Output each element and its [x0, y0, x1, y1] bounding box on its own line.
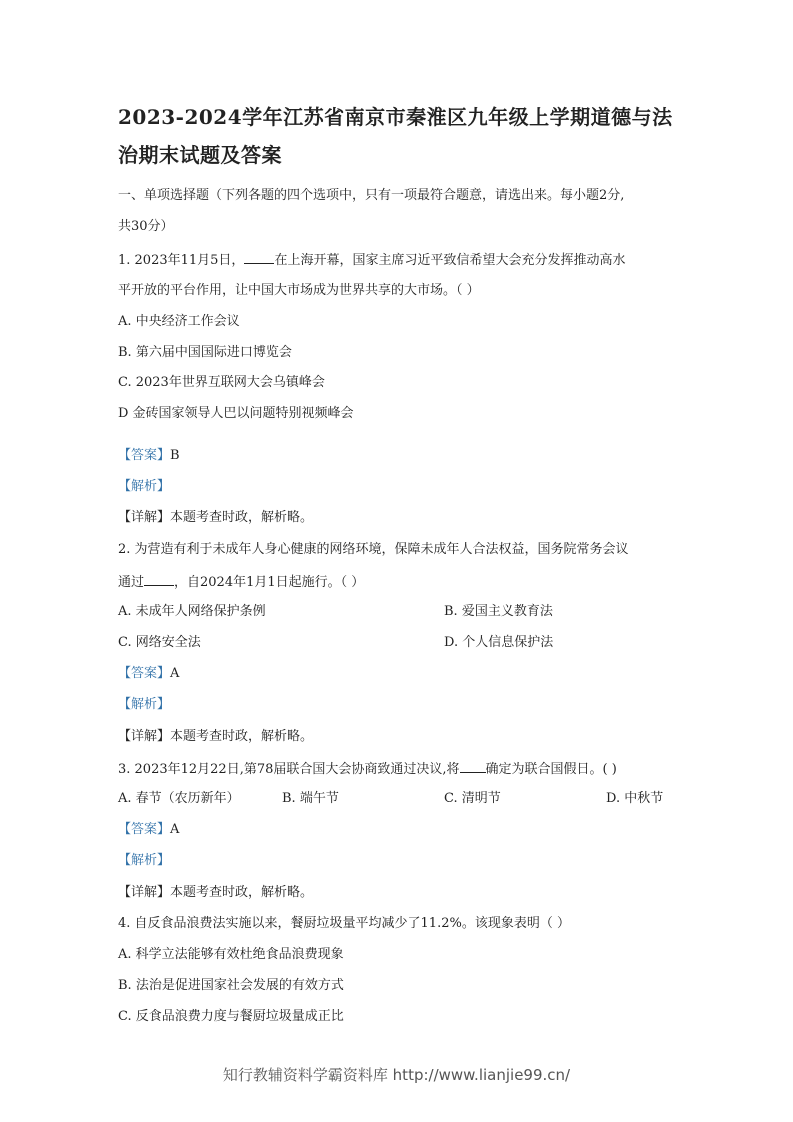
q2-stem-part-a: 通过: [118, 575, 145, 590]
q4-option-b: B. 法治是促进国家社会发展的有效方式: [118, 978, 344, 993]
q1-option-c: C. 2023年世界互联网大会乌镇峰会: [118, 375, 325, 390]
q2-answer: [118, 666, 179, 682]
q2-blank: [144, 573, 174, 586]
q2-answer-value: A: [170, 666, 180, 681]
document-title: 2023-2024学年江苏省南京市秦淮区九年级上学期道德与法治期末试题及答案: [118, 105, 673, 167]
q3-detail-text: 本题考查时政，解析略。: [170, 885, 314, 900]
q1-option-d: D 金砖国家领导人巴以问题特别视频峰会: [118, 406, 354, 421]
q3-answer: [118, 822, 179, 838]
q1-stem-line1: [118, 251, 625, 269]
q3-answer-tag: 【答案】: [118, 822, 171, 837]
q1-stem-line2: 平开放的平台作用，让中国大市场成为世界共享的大市场。（ ）: [118, 283, 480, 298]
q1-answer-value: B: [170, 448, 180, 463]
q2-analysis-tag: 【解析】: [118, 697, 171, 712]
q4-stem: 4. 自反食品浪费法实施以来，餐厨垃圾量平均减少了11.2%。该现象表明（ ）: [118, 916, 570, 931]
q1-detail: [118, 510, 313, 526]
q1-answer: [118, 448, 180, 464]
q3-stem-part-b: 确定为联合国假日。( ): [485, 762, 617, 777]
q2-detail: [118, 729, 313, 745]
q2-answer-tag: 【答案】: [118, 666, 171, 681]
q1-analysis-tag: 【解析】: [118, 479, 171, 494]
q3-option-a: A. 春节（农历新年）: [118, 791, 240, 806]
q3-stem: [118, 760, 617, 778]
q2-stem-line2: [118, 573, 364, 591]
q1-option-b: B. 第六届中国国际进口博览会: [118, 345, 292, 360]
q1-blank: [244, 251, 274, 264]
q3-option-b: B. 端午节: [282, 791, 339, 806]
q3-blank: [460, 760, 486, 773]
q3-option-d: D. 中秋节: [606, 791, 664, 806]
q2-detail-tag: 【详解】: [118, 729, 171, 744]
q2-stem-line1: 2. 为营造有利于未成年人身心健康的网络环境，保障未成年人合法权益，国务院常务会议: [118, 542, 629, 557]
page-footer-watermark: 知行教辅资料学霸资料库 http://www.lianjie99.cn/: [222, 1066, 571, 1084]
q3-option-c: C. 清明节: [444, 791, 501, 806]
q3-detail: [118, 885, 313, 901]
q1-option-a: A. 中央经济工作会议: [118, 314, 240, 329]
q2-option-d: D. 个人信息保护法: [444, 635, 554, 650]
q2-option-c: C. 网络安全法: [118, 635, 201, 650]
q2-detail-text: 本题考查时政，解析略。: [170, 729, 314, 744]
section-heading-line1: 一、单项选择题（下列各题的四个选项中，只有一项最符合题意，请选出来。每小题2分,: [118, 188, 625, 203]
q2-stem-part-b: ，自2024年1月1日起施行。（ ）: [174, 575, 365, 590]
q1-stem-part-b: 在上海开幕，国家主席习近平致信希望大会充分发挥推动高水: [274, 253, 626, 268]
q3-analysis-tag: 【解析】: [118, 853, 171, 868]
q1-stem-part-a: 1. 2023年11月5日，: [118, 253, 245, 268]
q2-option-b: B. 爱国主义教育法: [444, 604, 553, 619]
q1-detail-tag: 【详解】: [118, 510, 171, 525]
q3-answer-value: A: [170, 822, 180, 837]
section-heading-line2: 共30分）: [118, 219, 174, 234]
q4-option-a: A. 科学立法能够有效杜绝食品浪费现象: [118, 947, 344, 962]
q4-option-c: C. 反食品浪费力度与餐厨垃圾量成正比: [118, 1009, 344, 1024]
q1-detail-text: 本题考查时政，解析略。: [170, 510, 314, 525]
q3-stem-part-a: 3. 2023年12月22日,第78届联合国大会协商致通过决议,将: [118, 762, 460, 777]
q1-answer-tag: 【答案】: [118, 448, 171, 463]
q2-option-a: A. 未成年人网络保护条例: [118, 604, 266, 619]
q3-detail-tag: 【详解】: [118, 885, 171, 900]
